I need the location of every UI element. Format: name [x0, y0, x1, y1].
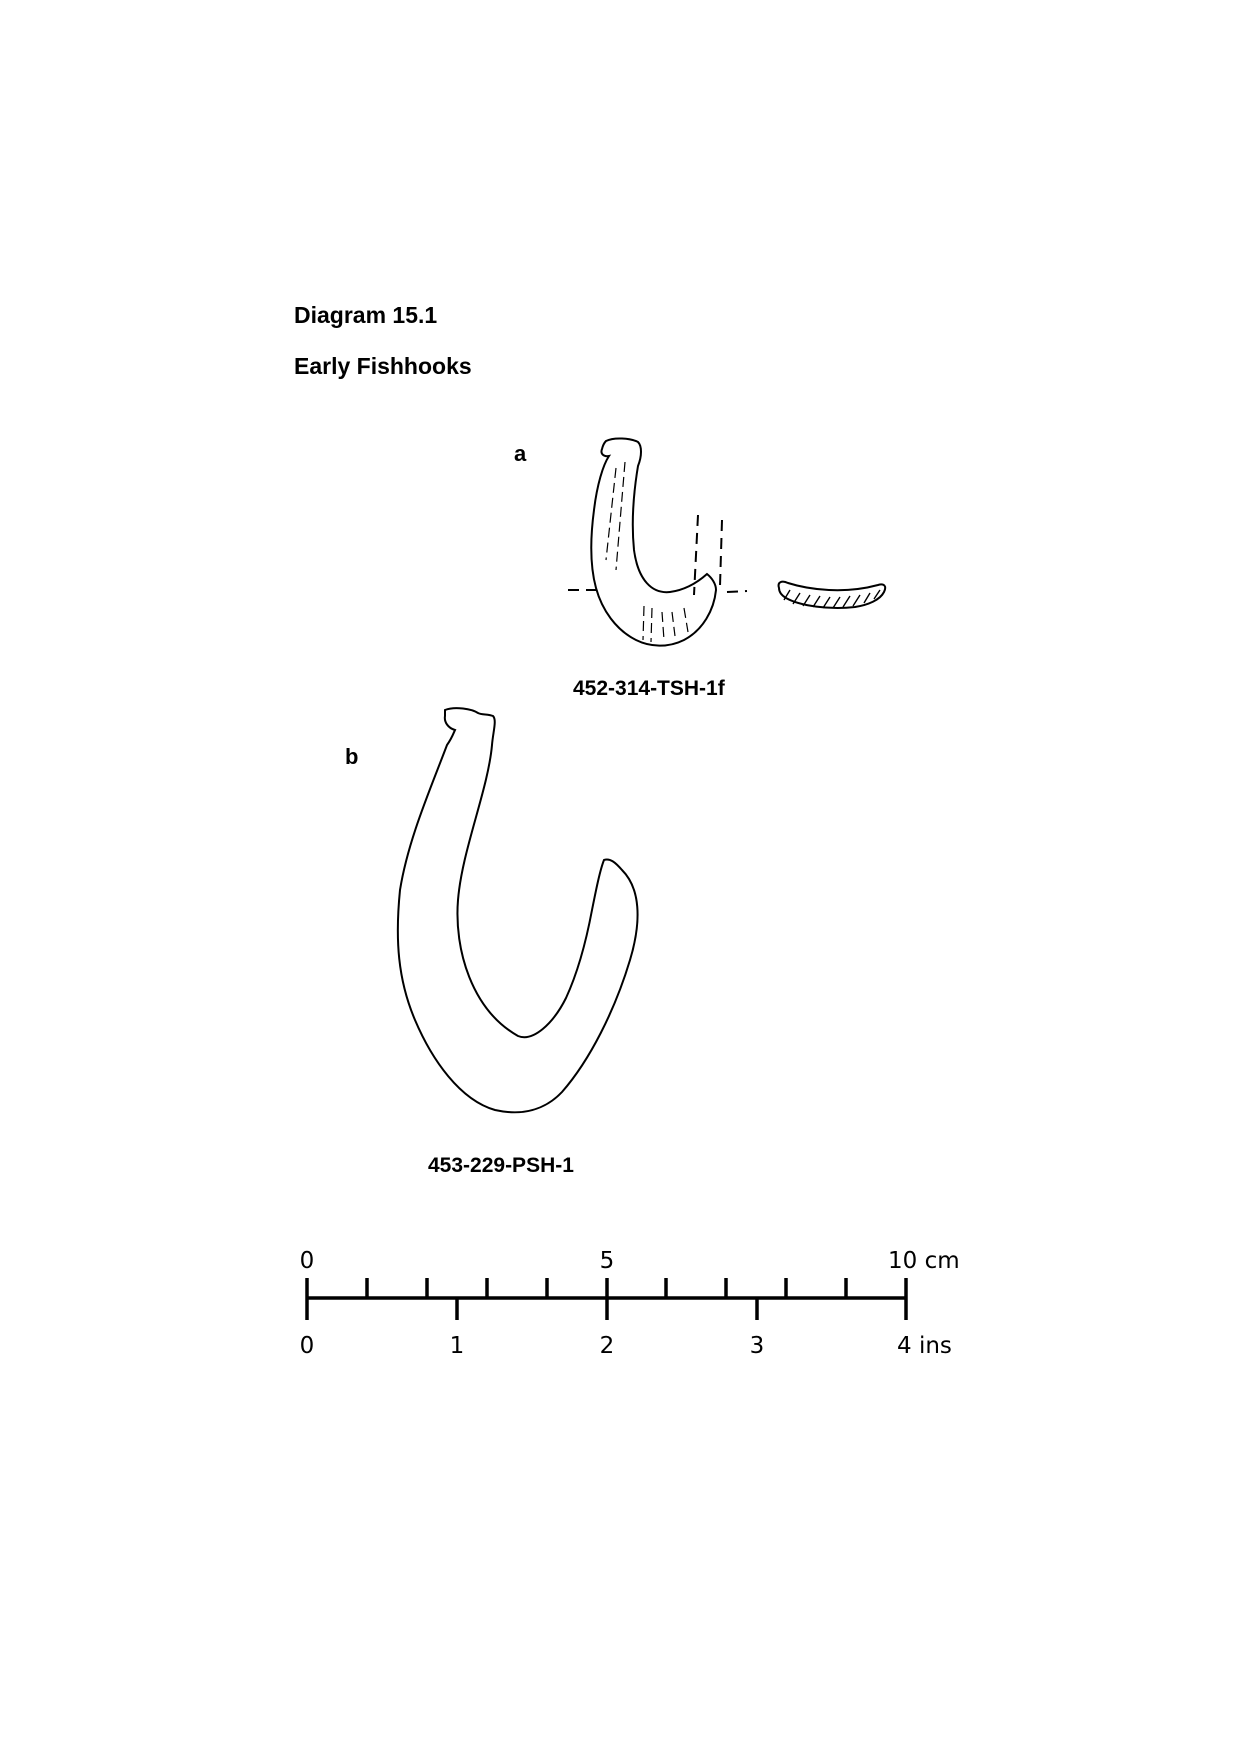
cm-ticks [307, 1278, 906, 1298]
inch-label-3: 3 [749, 1333, 765, 1359]
inch-label-0: 0 [299, 1333, 315, 1359]
fishhook-drawing [398, 708, 638, 1112]
inch-label-2: 2 [599, 1333, 615, 1359]
figure-b-letter: b [345, 744, 359, 769]
fishhook-outline [398, 708, 638, 1112]
fishhook-fragment-drawing [568, 438, 747, 645]
cm-label-5: 5 [599, 1248, 615, 1274]
inch-label-4: 4 ins [897, 1333, 952, 1359]
cm-label-0: 0 [299, 1248, 315, 1274]
figure-b-catalog-number: 453-229-PSH-1 [428, 1154, 574, 1177]
figure-a-letter: a [514, 441, 527, 466]
fragment-hatching [606, 462, 688, 642]
scale-bar [300, 1248, 960, 1359]
diagram-number: Diagram 15.1 [294, 302, 438, 328]
fishhook-cross-section-drawing [779, 582, 886, 608]
inch-label-1: 1 [449, 1333, 465, 1359]
diagram-title: Early Fishhooks [294, 353, 472, 379]
figure-a-catalog-number: 452-314-TSH-1f [573, 677, 725, 700]
cm-label-10: 10 cm [888, 1248, 960, 1274]
inch-ticks [307, 1298, 906, 1320]
